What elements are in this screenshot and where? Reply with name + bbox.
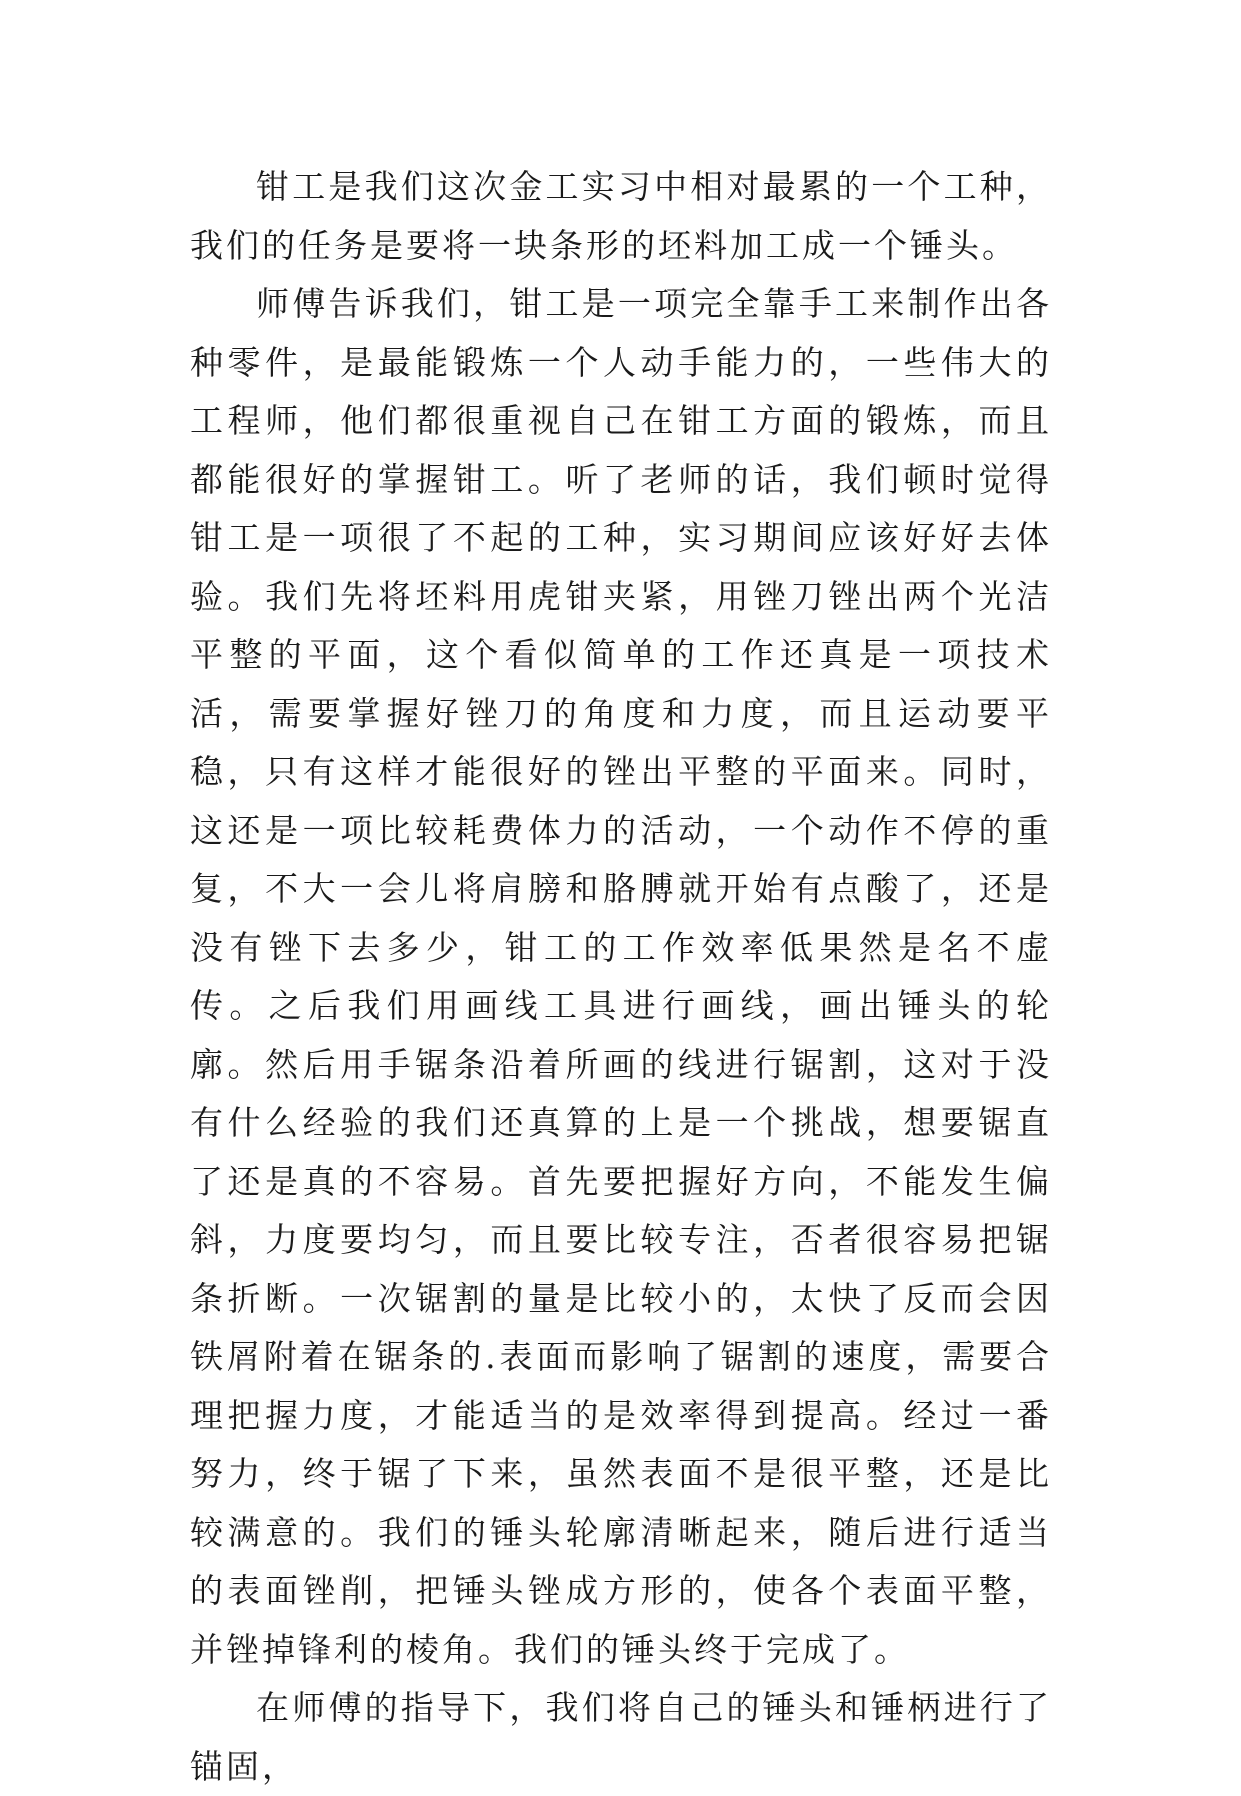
paragraph-2: 师傅告诉我们，钳工是一项完全靠手工来制作出各种零件，是最能锻炼一个人动手能力的，一些伟大的工程师，他们都很重视自己在钳工方面的锻炼，而且都能很好的掌握钳工。听了老师的话，我们顿时觉得钳工是一项很了不起的工种，实习期间应该好好去体验。我们先将坯料用虎钳夹紧，用锉刀锉出两个光洁平整的平面，这个看似简单的工作还真是一项技术活，需要掌握好锉刀的角度和力度，而且运动要平稳，只有这样才能很好的锉出平整的平面来。同时，这还是一项比较耗费体力的活动，一个动作不停的重复，不大一会儿将肩膀和胳膊就开始有点酸了，还是没有锉下去多少，钳工的工作效率低果然是名不虚传。之后我们用画线工具进行画线，画出锤头的轮廓。然后用手锯条沿着所画的线进行锯割，这对于没有什么经验的我们还真算的上是一个挑战，想要锯直了还是真的不容易。首先要把握好方向，不能发生偏斜，力度要均匀，而且要比较专注，否者很容易把锯条折断。一次锯割的量是比较小的，太快了反而会因铁屑附着在锯条的.表面而影响了锯割的速度，需要合理把握力度，才能适当的是效率得到提高。经过一番努力，终于锯了下来，虽然表面不是很平整，还是比较满意的。我们的锤头轮廓清晰起来，随后进行适当的表面锉削，把锤头锉成方形的，使各个表面平整，并锉掉锋利的棱角。我们的锤头终于完成了。 — [190, 284, 1052, 1669]
paragraph-3: 在师傅的指导下，我们将自己的锤头和锤柄进行了锚固， — [190, 1688, 1052, 1786]
document-body — [190, 158, 1052, 1796]
paragraph-1: 钳工是我们这次金工实习中相对最累的一个工种，我们的任务是要将一块条形的坯料加工成一个锤头。 — [190, 167, 1052, 265]
